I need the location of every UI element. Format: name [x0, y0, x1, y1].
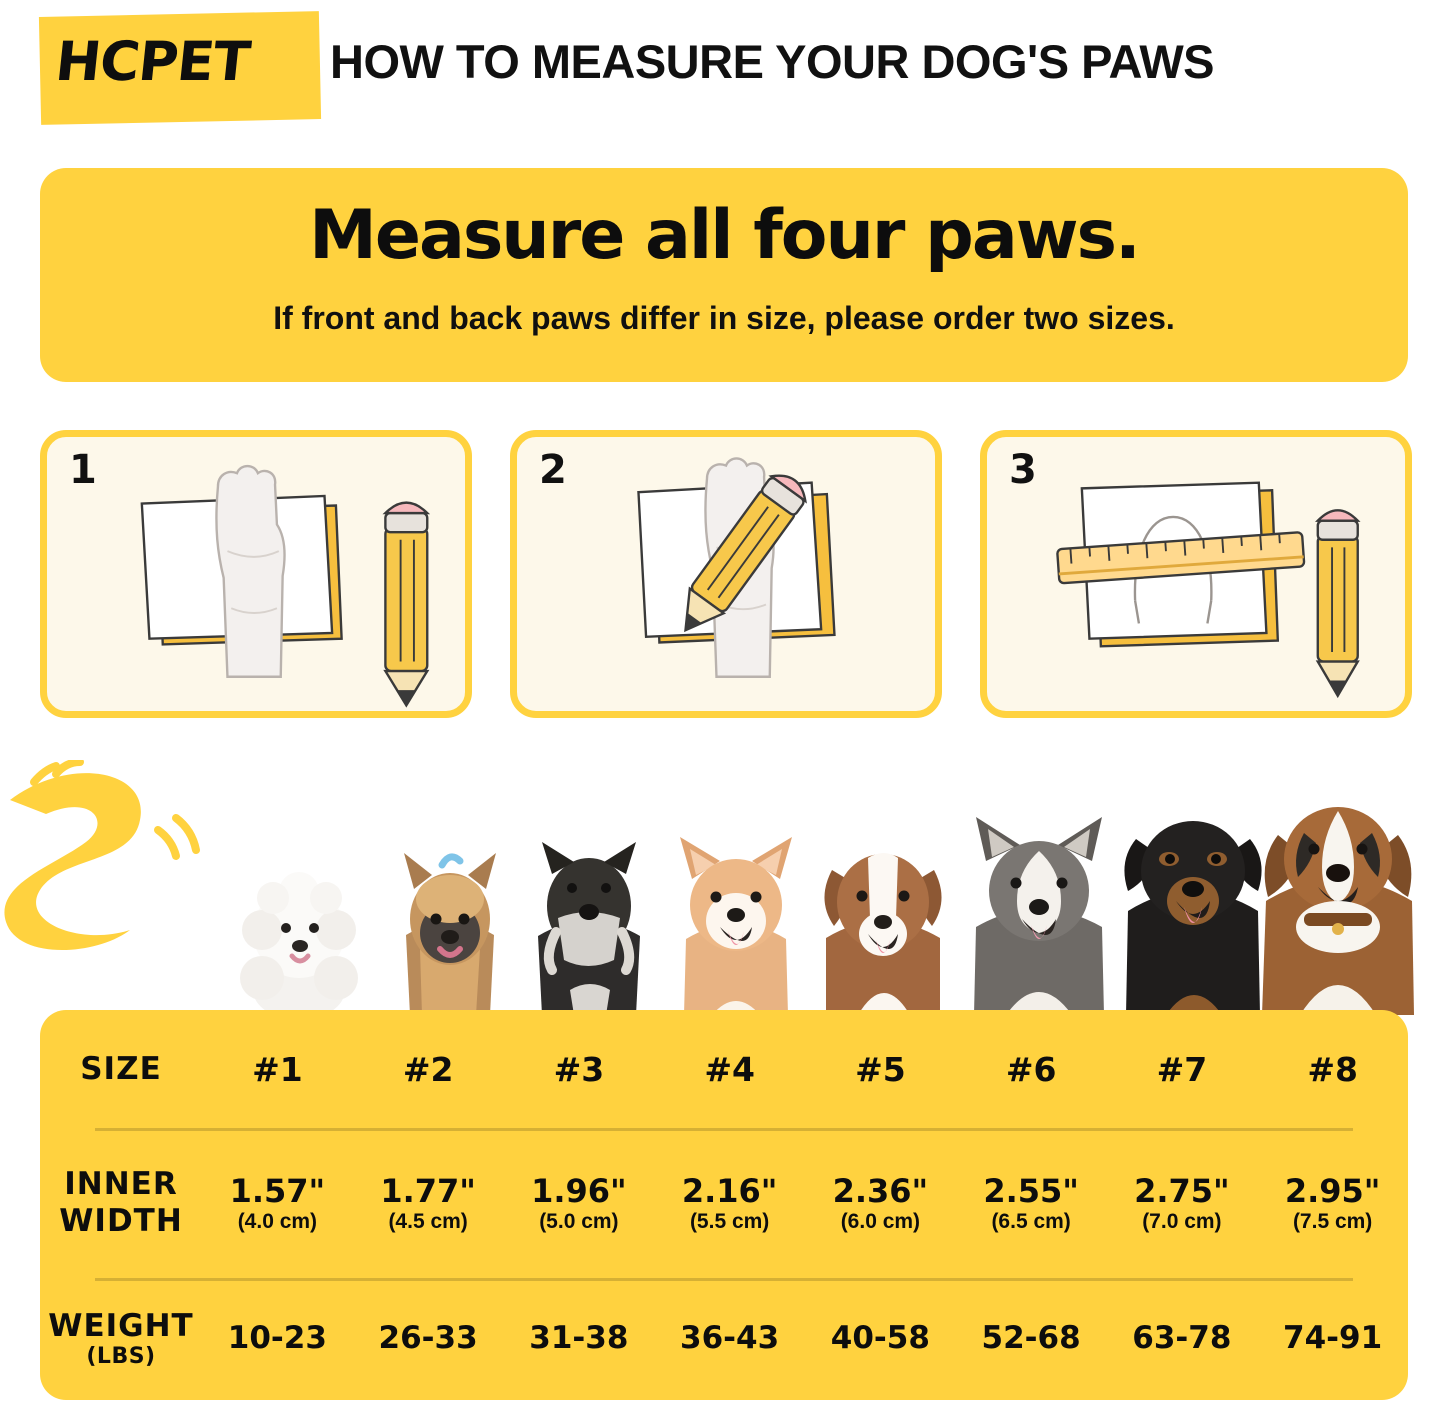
notice-panel	[40, 168, 1408, 382]
size-header-cell: #7	[1156, 1049, 1208, 1089]
weight-cell: 10-23	[227, 1320, 327, 1356]
inner-width-cm: (5.0 cm)	[539, 1210, 619, 1233]
row-label-line2: WIDTH	[59, 1203, 183, 1239]
page-title: HOW TO MEASURE YOUR DOG'S PAWS	[330, 35, 1215, 88]
table-row-weight	[40, 1278, 1408, 1398]
table-row-inner-width	[40, 1128, 1408, 1278]
inner-width-cm: (6.5 cm)	[991, 1210, 1071, 1233]
row-label-size: SIZE	[80, 1051, 162, 1087]
dog-yorkshire-terrier	[390, 845, 510, 1015]
inner-width-inches: 2.95"	[1284, 1172, 1381, 1210]
dog-schnauzer	[524, 840, 654, 1015]
row-label-weight-text: WEIGHT	[48, 1307, 194, 1344]
inner-width-cm: (4.0 cm)	[237, 1210, 318, 1233]
inner-width-cell	[353, 1128, 504, 1278]
size-header-cell: #4	[704, 1049, 755, 1089]
size-chart-panel	[40, 1010, 1408, 1400]
pencil-tracing-paw-icon	[517, 437, 935, 711]
inner-width-cell	[805, 1128, 956, 1278]
notice-title: Measure all four paws.	[309, 196, 1139, 275]
inner-width-cell	[654, 1128, 805, 1278]
ruler-measuring-tracing-icon	[987, 437, 1405, 711]
inner-width-inches: 1.57"	[229, 1172, 326, 1210]
row-label-line1: INNER	[64, 1166, 178, 1203]
notice-subtitle: If front and back paws differ in size, please order two sizes.	[273, 300, 1175, 336]
inner-width-cell	[202, 1128, 353, 1278]
weight-cell: 74-91	[1283, 1320, 1383, 1356]
inner-width-inches: 2.36"	[832, 1172, 929, 1210]
step-card-1	[40, 430, 472, 718]
inner-width-cell	[504, 1128, 655, 1278]
size-header-cell: #6	[1005, 1049, 1057, 1089]
paw-on-paper-icon	[47, 437, 465, 711]
table-row-size	[40, 1010, 1408, 1128]
dog-rottweiler	[1114, 793, 1272, 1015]
size-header-cell: #5	[855, 1049, 906, 1089]
step-card-3	[980, 430, 1412, 718]
dog-bichon-frise	[228, 870, 370, 1015]
inner-width-inches: 1.96"	[531, 1172, 627, 1210]
inner-width-inches: 2.75"	[1134, 1172, 1230, 1210]
step-number: 3	[1009, 447, 1037, 493]
dog-breed-strip	[0, 745, 1445, 1015]
weight-cell: 36-43	[680, 1320, 780, 1356]
yellow-swoosh-icon	[0, 760, 220, 970]
size-header-cell: #1	[252, 1049, 303, 1089]
size-header-cell: #8	[1307, 1049, 1358, 1089]
inner-width-cm: (7.5 cm)	[1292, 1210, 1373, 1233]
row-label-weight	[40, 1278, 202, 1398]
weight-cell: 26-33	[378, 1320, 478, 1356]
size-header-cell: #2	[402, 1049, 454, 1089]
row-label-weight-unit: (LBS)	[86, 1343, 156, 1369]
step-card-2	[510, 430, 942, 718]
inner-width-cm: (4.5 cm)	[388, 1210, 468, 1233]
page-header	[0, 0, 1445, 140]
brand-logo-text: HCPET	[52, 30, 253, 93]
size-chart-table	[40, 1010, 1408, 1398]
inner-width-cm: (7.0 cm)	[1142, 1210, 1222, 1233]
dog-alaskan-malamute	[960, 815, 1118, 1015]
row-label-inner-width	[40, 1128, 202, 1278]
step-number: 1	[69, 447, 97, 493]
inner-width-cm: (5.5 cm)	[689, 1210, 770, 1233]
inner-width-cell	[1107, 1128, 1258, 1278]
step-number: 2	[539, 447, 567, 493]
steps-section	[40, 430, 1410, 730]
inner-width-cm: (6.0 cm)	[840, 1210, 921, 1233]
dog-saint-bernard	[1252, 777, 1424, 1015]
inner-width-cell	[956, 1128, 1107, 1278]
inner-width-inches: 2.16"	[681, 1172, 778, 1210]
inner-width-inches: 1.77"	[380, 1172, 476, 1210]
size-header-cell: #3	[553, 1049, 605, 1089]
weight-cell: 52-68	[981, 1320, 1081, 1356]
weight-cell: 31-38	[529, 1320, 629, 1356]
inner-width-cell	[1257, 1128, 1408, 1278]
weight-cell: 63-78	[1132, 1320, 1232, 1356]
dog-australian-shepherd	[808, 830, 958, 1015]
inner-width-inches: 2.55"	[983, 1172, 1079, 1210]
weight-cell: 40-58	[830, 1320, 930, 1356]
dog-shiba-inu	[666, 835, 806, 1015]
